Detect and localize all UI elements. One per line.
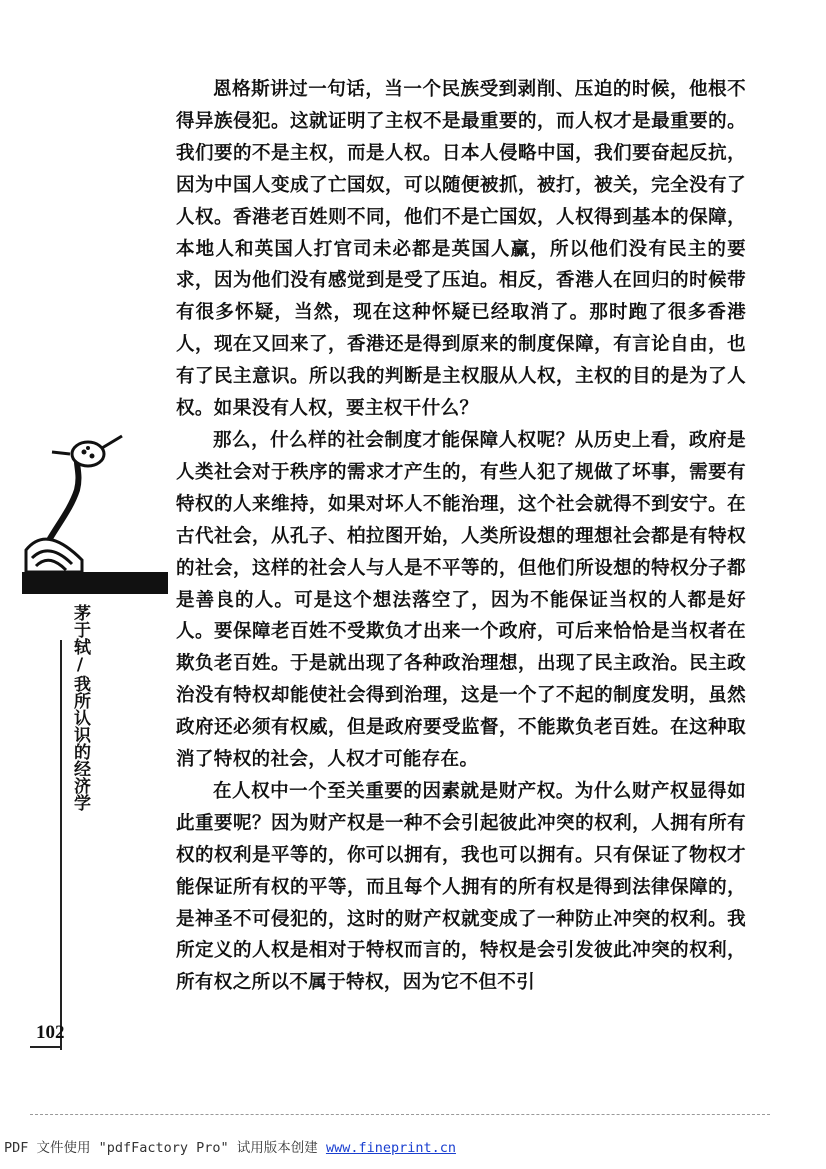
footer-text: PDF 文件使用 "pdfFactory Pro" 试用版本创建	[4, 1140, 326, 1156]
body-text	[176, 74, 746, 999]
paragraph-3: 在人权中一个至关重要的因素就是财产权。为什么财产权显得如此重要呢？因为财产权是一种不会引起彼此冲突的权利，人拥有所有权的权利是平等的，你可以拥有，我也可以拥有。只有保证了物权才能保证所有权的平等，而且每个人拥有的所有权是得到法律保障的，是神圣不可侵犯的，这时的财产权就变成了一种防止冲突的权利。我所定义的人权是相对于特权而言的，特权是会引发彼此冲突的权利，所有权之所以不属于特权，因为它不但不引	[176, 780, 746, 994]
paragraph-2: 那么，什么样的社会制度才能保障人权呢？从历史上看，政府是人类社会对于秩序的需求才产生的，有些人犯了规做了坏事，需要有特权的人来维持，如果对坏人不能治理，这个社会就得不到安宁。在古代社会，从孔子、柏拉图开始，人类所设想的理想社会都是有特权的社会，这样的社会人与人是不平等的，但他们所设想的特权分子都是善良的人。可是这个想法落空了，因为不能保证当权的人都是好人。要保障老百姓不受欺负才出来一个政府，可后来恰恰是当权者在欺负老百姓。于是就出现了各种政治理想，出现了民主政治。民主政治没有特权却能使社会得到治理，这是一个了不起的制度发明，虽然政府还必须有权威，但是政府要受监督，不能欺负老百姓。在这种取消了特权的社会，人权才可能存在。	[176, 429, 746, 771]
ornament-bar	[22, 572, 168, 594]
footer-link[interactable]: www.fineprint.cn	[325, 1140, 456, 1156]
paragraph-1: 恩格斯讲过一句话，当一个民族受到剥削、压迫的时候，他根不得异族侵犯。这就证明了主权不是最重要的，而人权才是最重要的。我们要的不是主权，而是人权。日本人侵略中国，我们要奋起反抗，因为中国人变成了亡国奴，可以随便被抓，被打，被关，完全没有了人权。香港老百姓则不同，他们不是亡国奴，人权得到基本的保障，本地人和英国人打官司未必都是英国人赢，所以他们没有民主的要求，因为他们没有感觉到是受了压迫。相反，香港人在回归的时候带有很多怀疑，当然，现在这种怀疑已经取消了。那时跑了很多香港人，现在又回来了，香港还是得到原来的制度保障，有言论自由，也有了民主意识。所以我的判断是主权服从人权，主权的目的是为了人权。如果没有人权，要主权干什么？	[176, 79, 746, 420]
page-number-rule	[30, 1046, 62, 1048]
page-number: 102	[36, 1022, 65, 1043]
bird-ornament-icon	[22, 430, 154, 590]
side-title: 茅于轼/我所认识的经济学	[70, 604, 90, 811]
side-rule	[60, 640, 62, 1050]
footer-divider	[30, 1114, 770, 1115]
footer	[4, 1136, 456, 1156]
